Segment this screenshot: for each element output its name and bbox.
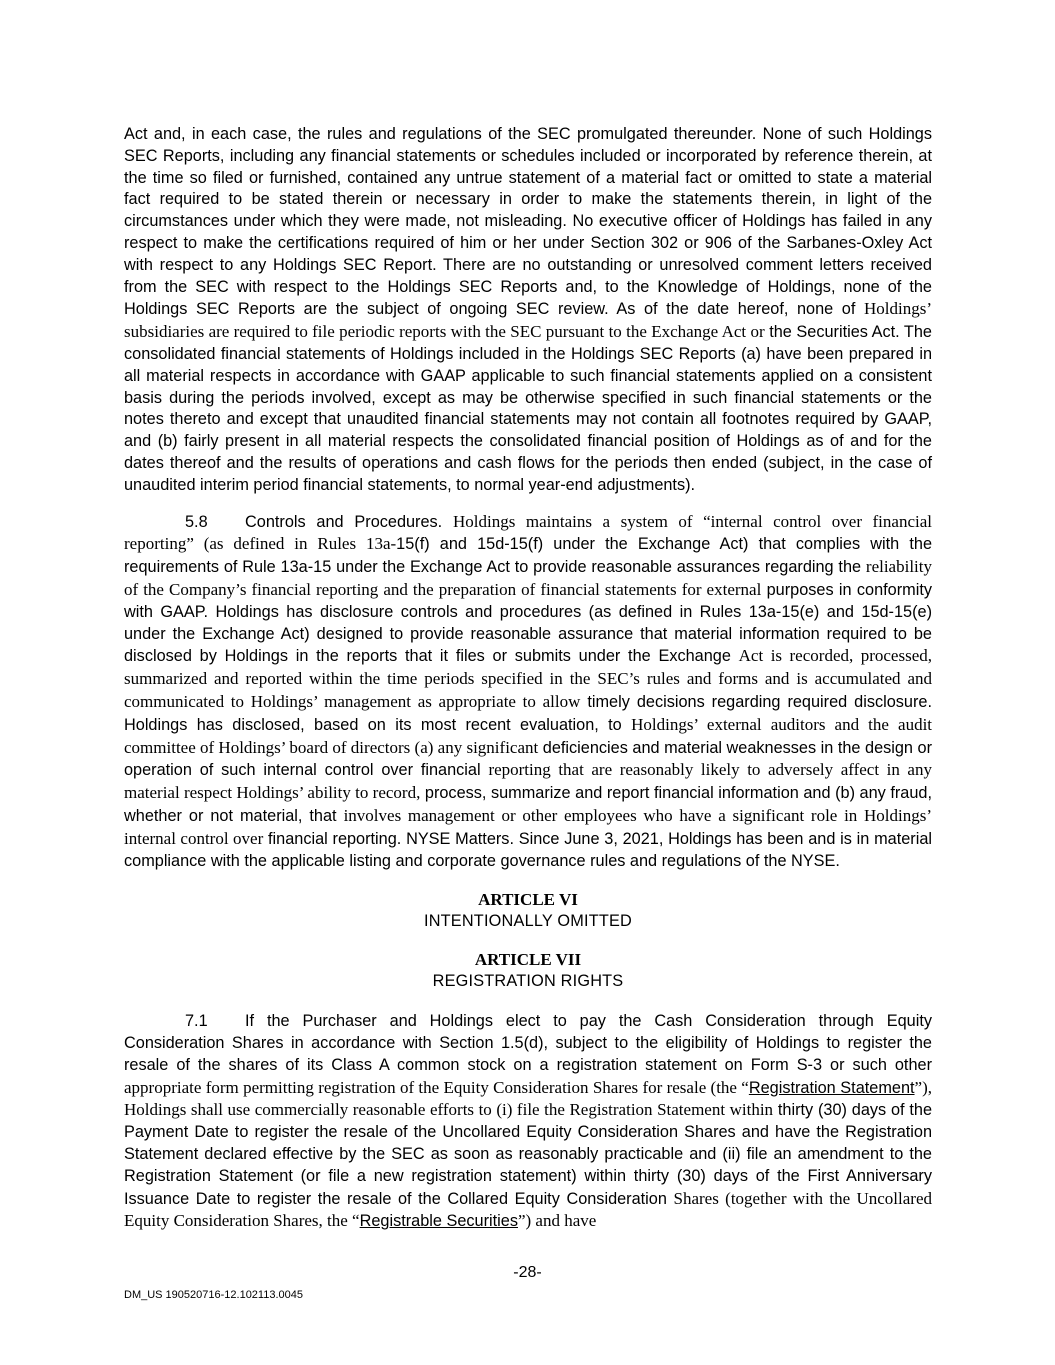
text-run: Shares (together with the Uncollared Equity Consideration Shares, the “ [124,1188,932,1231]
text-run: deficiencies and material weaknesses in the design or operation of such internal control over financial [124,738,932,780]
text-run: 15(f) and 15d-15(f) under the Exchange Act) that complies with the requirements of Rule 13a-15 under the Exchange Act to provide reasonable assurances regarding the [124,535,932,577]
text-run: Act is recorded, processed, summarized and reported within the time periods specified in the SEC’s rules and forms and is accumulated and communicated to Holdings’ management as appropriate to allow [124,646,933,711]
defined-term: Registration Statement [748,1078,915,1097]
paragraph-holdings-sec-reports [124,124,932,497]
section-number: 5.8 [185,512,208,531]
text-run: reporting that are reasonably likely to adversely affect in any material respect Holdings’ ability to record, [124,760,932,803]
page-number: -28- [513,1264,542,1281]
defined-term: Registrable Securities [359,1212,518,1231]
text-run: purposes in conformity with GAAP. Holdings has disclosure controls and procedures (as defined in Rules 13a-15(e) and 15d-15(e) under the Exchange Act) designed to provide reasonable assurance that material information required to be disclosed by Holdings in the reports that it files or submits under the Exchange [124,580,932,666]
text-run: process, summarize and report financial information and (b) any fraud, whether or not material, that [124,784,932,825]
text-run: timely decisions regarding required disclosure. Holdings has disclosed, based on its most recent evaluation, to [124,692,932,734]
article-vii-heading-block [124,949,932,992]
article-subheading: REGISTRATION RIGHTS [432,972,624,991]
text-run: the Securities Act. The consolidated financial statements of Holdings included in the Holdings SEC Reports (a) have been prepared in all material respects in accordance with GAAP applicable to such financial statements applied on a consistent basis during the periods involved, except as may be otherwise specified in such financial statements or the notes thereto and except that unaudited financial statements may not contain all footnotes required by GAAP, and (b) fairly present in all material respects the consolidated financial position of Holdings as of and for the dates thereof and the results of operations and cash flows for the periods then ended (subject, in the case of unaudited interim period financial statements, to normal year-end adjustments). [124,323,932,494]
text-run: ”), Holdings shall use commercially reasonable efforts to (i) file the Registration Statement within [124,1077,932,1120]
text-run: appropriate form permitting registration of the Equity Consideration Shares for resale (the “ [124,1077,749,1097]
section-7-1-paragraph [124,1011,932,1233]
text-run: financial reporting. NYSE Matters. Since June 3, 2021, Holdings has been and is in material compliance with the applicable listing and corporate governance rules and regulations of the NYSE. [124,829,933,870]
article-subheading: INTENTIONALLY OMITTED [423,912,633,931]
article-heading: ARTICLE VI [478,890,578,910]
section-5-8-paragraph [124,511,932,873]
text-run: involves management or other employees who have a significant role in Holdings’ internal control over [124,805,933,848]
section-heading: Controls and Procedures. [245,512,443,531]
section-number: 7.1 [185,1012,208,1031]
text-run: If the Purchaser and Holdings elect to pay the Cash Consideration through Equity Consideration Shares in accordance with Section 1.5(d), subject to the eligibility of Holdings to register the resale of the shares of its Class A common stock on a registration statement on Form S-3 or such other [124,1012,932,1074]
text-run: Holdings’ external auditors and the audit committee of Holdings’ board of directors (a) any significant [124,714,933,757]
text-run: ”) and have [517,1211,597,1231]
text-run: thirty (30) days of the Payment Date to register the resale of the Uncollared Equity Consideration Shares and have the Registration Statement declared effective by the SEC as soon as reasonably practicable and (ii) file an amendment to the Registration Statement (or file a new registration statement) within thirty (30) days of the First Anniversary Issuance Date to register the resale of the Collared Equity Consideration [124,1101,932,1208]
text-run: Holdings’ subsidiaries are required to file periodic reports with the SEC pursuant to the Exchange Act or [124,299,932,342]
document-id: DM_US 190520716-12.102113.0045 [124,1289,303,1301]
text-run: Holdings maintains a system of “internal control over financial reporting” (as defined in Rules 13a- [124,511,932,554]
article-heading: ARTICLE VII [474,950,582,970]
text-run: Act and, in each case, the rules and regulations of the SEC promulgated thereunder. None of such Holdings SEC Reports, including any financial statements or schedules included or incorporated by reference therein, at the time so filed or furnished, contained any untrue statement of a material fact or omitted to state a material fact required to be stated therein or necessary in order to make the statements therein, in light of the circumstances under which they were made, not misleading. No executive officer of Holdings has failed in any respect to make the certifications required of him or her under Section 302 or 906 of the Sarbanes-Oxley Act with respect to any Holdings SEC Report. There are no outstanding or unresolved comment letters received from the SEC with respect to the Holdings SEC Reports and, to the Knowledge of Holdings, none of the Holdings SEC Reports are the subject of ongoing SEC review. As of the date hereof, none of [124,125,932,319]
document-body [124,124,932,1233]
text-run: reliability of the Company’s financial reporting and the preparation of financial statements for external [124,557,932,599]
article-vi-heading-block [124,889,932,932]
